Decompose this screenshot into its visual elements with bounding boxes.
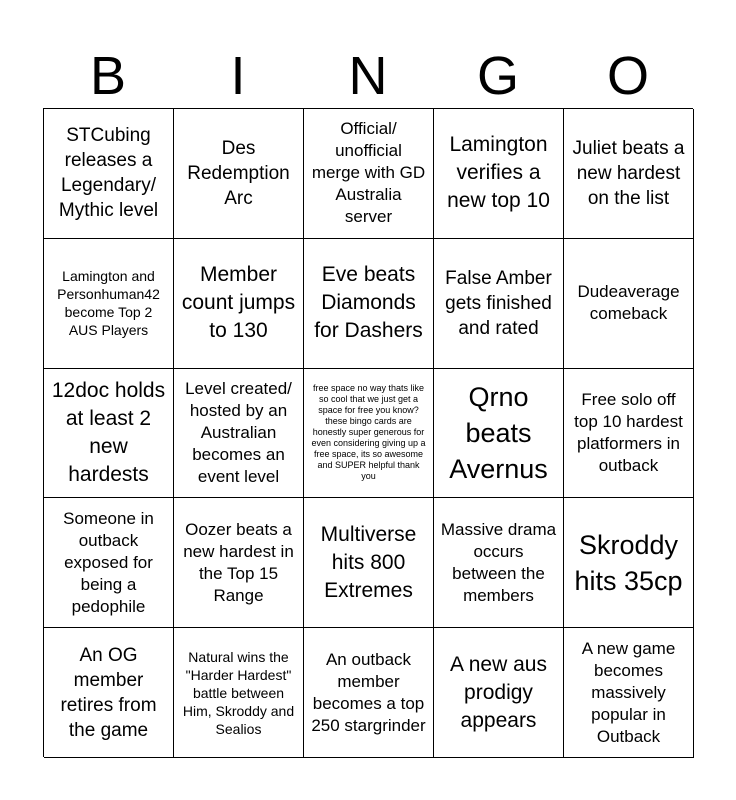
bingo-cell[interactable]	[174, 369, 304, 499]
cell-text: Des Redemption Arc	[187, 137, 290, 209]
cell-text: Level created/ hosted by an Australian becomes an event level	[185, 378, 292, 486]
cell-text: An OG member retires from the game	[60, 644, 157, 741]
bingo-cell[interactable]	[304, 498, 434, 628]
bingo-cell[interactable]	[434, 369, 564, 499]
cell-text: Official/ unofficial merge with GD Australia server	[311, 119, 426, 227]
bingo-cell[interactable]	[44, 369, 174, 499]
header-letter-o: O	[606, 46, 649, 106]
cell-text: Free solo off top 10 hardest platformers in outback	[574, 389, 683, 475]
bingo-cell[interactable]	[174, 239, 304, 369]
cell-text: Eve beats Diamonds for Dashers	[314, 263, 423, 343]
cell-text: Massive drama occurs between the members	[440, 519, 557, 605]
cell-text: False Amber gets finished and rated	[445, 267, 552, 339]
bingo-cell[interactable]	[564, 109, 694, 239]
bingo-cell[interactable]	[564, 239, 694, 369]
cell-text: Skroddy hits 35cp	[574, 529, 683, 596]
bingo-cell[interactable]	[434, 239, 564, 369]
bingo-grid	[43, 108, 693, 757]
bingo-cell[interactable]	[564, 369, 694, 499]
bingo-cell[interactable]	[434, 109, 564, 239]
cell-text: 12doc holds at least 2 new hardests	[51, 378, 166, 486]
bingo-cell[interactable]	[564, 498, 694, 628]
cell-text: Juliet beats a new hardest on the list	[572, 137, 685, 209]
cell-text: A new aus prodigy appears	[450, 652, 547, 732]
cell-text: Lamington and Personhuman42 become Top 2 AUS Players	[57, 268, 160, 339]
cell-text: Lamington verifies a new top 10	[447, 133, 550, 213]
bingo-cell[interactable]	[304, 109, 434, 239]
bingo-cell[interactable]	[44, 498, 174, 628]
bingo-cell[interactable]	[44, 239, 174, 369]
cell-text: free space no way thats like so cool that we just get a space for free you know? these bingo cards are honestly super generous for even considering giving up a free space, its so awesome and SUPER helpful thank you	[311, 383, 426, 482]
header-letter-g: G	[476, 46, 519, 106]
cell-text: Multiverse hits 800 Extremes	[320, 522, 417, 602]
header-letter-b: B	[89, 46, 127, 106]
cell-text: Oozer beats a new hardest in the Top 15 Range	[183, 519, 294, 605]
cell-text: Member count jumps to 130	[181, 263, 296, 343]
bingo-header	[43, 44, 693, 108]
cell-text: Dudeaverage comeback	[577, 282, 680, 324]
bingo-cell[interactable]	[434, 498, 564, 628]
bingo-cell[interactable]	[304, 628, 434, 758]
cell-text: A new game becomes massively popular in Outback	[581, 638, 676, 746]
bingo-cell[interactable]	[174, 628, 304, 758]
bingo-cell[interactable]	[304, 239, 434, 369]
bingo-cell[interactable]	[434, 628, 564, 758]
header-letter-n: N	[348, 46, 388, 106]
cell-text: An outback member becomes a top 250 stargrinder	[311, 649, 426, 735]
bingo-cell[interactable]	[174, 109, 304, 239]
cell-text: STCubing releases a Legendary/ Mythic level	[58, 125, 159, 222]
cell-text: Qrno beats Avernus	[449, 381, 548, 484]
bingo-cell[interactable]	[44, 628, 174, 758]
header-letter-i: I	[230, 46, 246, 106]
bingo-cell[interactable]	[44, 109, 174, 239]
cell-text: Natural wins the "Harder Hardest" battle between Him, Skroddy and Sealios	[182, 648, 295, 737]
bingo-cell-free-space[interactable]	[304, 369, 434, 499]
cell-text: Someone in outback exposed for being a pedophile	[63, 508, 154, 616]
bingo-cell[interactable]	[174, 498, 304, 628]
bingo-cell[interactable]	[564, 628, 694, 758]
